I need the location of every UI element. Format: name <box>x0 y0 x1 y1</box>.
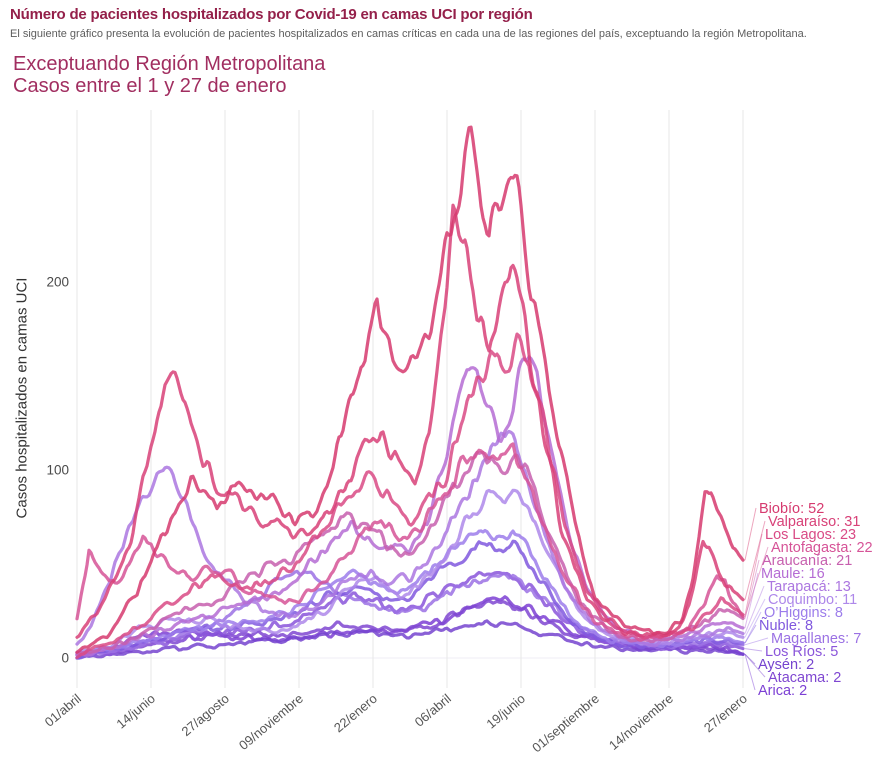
leader-line-Araucanía <box>745 560 759 619</box>
series-end-label-Los Ríos: Los Ríos: 5 <box>765 644 839 660</box>
series-end-label-Los Lagos: Los Lagos: 23 <box>765 527 857 543</box>
chart-title-line1: Exceptuando Región Metropolitana <box>13 53 326 75</box>
x-tick-label: 19/junio <box>483 690 528 732</box>
series-end-label-Ñuble: Ñuble: 8 <box>759 618 814 634</box>
x-tick-label: 27/agosto <box>178 690 232 740</box>
leader-line-Los Ríos <box>745 649 762 651</box>
series-end-label-O’Higgins: O’Higgins: 8 <box>764 605 843 621</box>
x-tick-label: 06/abril <box>411 690 454 730</box>
series-end-label-Araucanía: Araucanía: 21 <box>762 553 853 569</box>
y-tick-label: 0 <box>61 650 69 666</box>
y-axis-title: Casos hospitalizados en camas UCI <box>13 277 31 519</box>
leader-line-Biobío <box>745 508 756 560</box>
x-tick-label: 01/septiembre <box>529 690 602 756</box>
series-end-label-Antofagasta: Antofagasta: 22 <box>771 540 873 556</box>
x-tick-label: 27/enero <box>700 690 750 736</box>
chart-title-line2: Casos entre el 1 y 27 de enero <box>13 75 287 97</box>
x-tick-label: 14/junio <box>113 690 158 732</box>
page-title: Número de pacientes hospitalizados por Covid-19 en camas UCI por región <box>10 6 533 23</box>
series-end-label-Atacama: Atacama: 2 <box>768 670 842 686</box>
y-tick-label: 200 <box>46 274 69 290</box>
series-end-label-Biobío: Biobío: 52 <box>759 501 825 517</box>
page-subtitle: El siguiente gráfico presenta la evolución de pacientes hospitalizados en camas críticas en cada una de las regiones del país, exceptuando la región Metropolitana. <box>10 28 807 40</box>
x-tick-label: 09/noviembre <box>235 690 306 753</box>
series-end-label-Aysén: Aysén: 2 <box>758 657 815 673</box>
series-end-label-Magallanes: Magallanes: 7 <box>771 631 862 647</box>
series-end-label-Valparaíso: Valparaíso: 31 <box>768 514 861 530</box>
leader-line-Maule <box>745 573 758 628</box>
y-tick-label: 100 <box>46 462 69 478</box>
series-end-label-Coquimbo: Coquimbo: 11 <box>768 592 858 608</box>
series-end-label-Maule: Maule: 16 <box>761 566 825 582</box>
series-end-label-Arica: Arica: 2 <box>758 683 808 699</box>
x-tick-label: 14/noviembre <box>605 690 676 753</box>
x-tick-label: 01/abril <box>41 690 84 730</box>
x-tick-label: 22/enero <box>330 690 380 736</box>
series-end-label-Tarapacá: Tarapacá: 13 <box>767 579 851 595</box>
